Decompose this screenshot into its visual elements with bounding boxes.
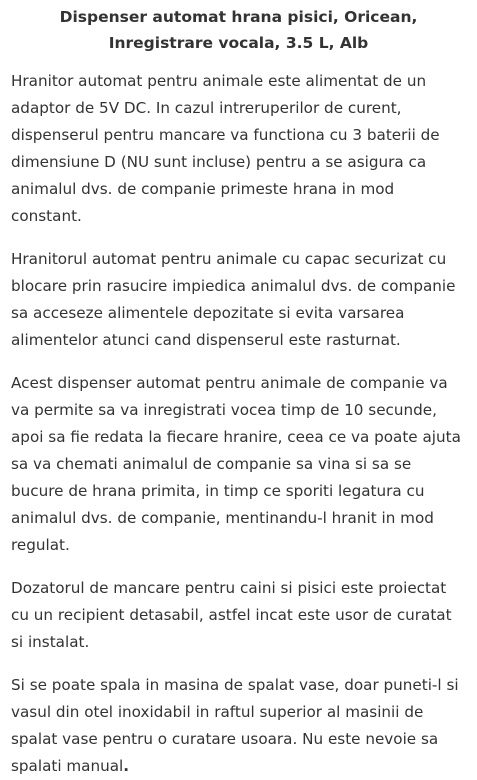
product-title: Dispenser automat hrana pisici, Oricean, Inregistrare vocala, 3.5 L, Alb	[59, 8, 418, 52]
product-description	[11, 68, 466, 780]
description-paragraph-5-end: .	[123, 757, 130, 775]
description-paragraph-4: Dozatorul de mancare pentru caini si pisici este proiectat cu un recipient detasabil, astfel incat este usor de curatat si instalat.	[11, 579, 452, 651]
description-paragraph-3: Acest dispenser automat pentru animale de companie va va permite sa va inregistrati vocea timp de 10 secunde, apoi sa fie redata la fiecare hranire, ceea ce va poate ajuta sa va chemati animalul de companie sa vina si sa se bucure de hrana primita, in timp ce sporiti legatura cu animalul dvs. de companie, mentinandu-l hranit in mod regulat.	[11, 374, 461, 554]
description-paragraph-5	[11, 672, 466, 780]
description-paragraph-1: Hranitor automat pentru animale este alimentat de un adaptor de 5V DC. In cazul intreruperilor de curent, dispenserul pentru mancare va functiona cu 3 baterii de dimensiune D (NU sunt incluse) pentru a se asigura ca animalul dvs. de companie primeste hrana in mod constant.	[11, 72, 440, 225]
description-paragraph-5-text: Si se poate spala in masina de spalat vase, doar puneti-l si vasul din otel inoxidabil in raftul superior al masinii de spalat vase pentru o curatare usoara. Nu este nevoie sa spalati manual	[11, 676, 459, 775]
description-paragraph-2: Hranitorul automat pentru animale cu capac securizat cu blocare prin rasucire impiedica animalul dvs. de companie sa acceseze alimentele depozitate si evita varsarea alimentelor atunci cand dispenserul este rasturnat.	[11, 250, 456, 349]
